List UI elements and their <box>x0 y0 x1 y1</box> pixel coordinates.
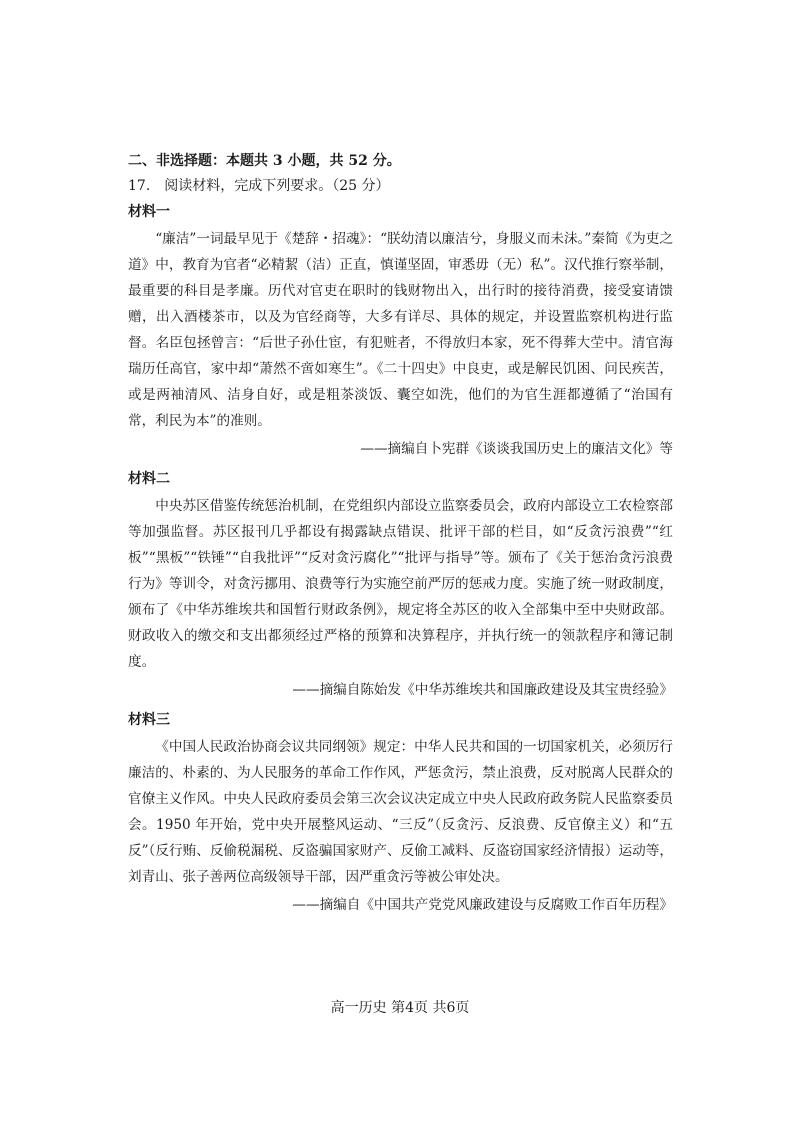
material-1 <box>128 201 673 462</box>
material-3-source: ——摘编自《中国共产党党风廉政建设与反腐败工作百年历程》 <box>292 897 673 913</box>
material-2 <box>128 468 673 703</box>
material-2-text: 中央苏区借鉴传统惩治机制，在党组织内部设立监察委员会，政府内部设立工农检察部等加强监督。苏区报刊几乎都设有揭露缺点错误、批评干部的栏目，如“反贪污浪费”“红板”“黑板”“铁锤”“自我批评”“反对贪污腐化”“批评与指导”等。颁布了《关于惩治贪污浪费行为》等训令，对贪污挪用、浪费等行为实施空前严厉的惩戒力度。实施了统一财政制度，颁布了《中华苏维埃共和国暂行财政条例》，规定将全苏区的收入全部集中至中央财政部。财政收入的缴交和支出都须经过严格的预算和决算程序，并执行统一的领款程序和簿记制度。 <box>128 498 673 670</box>
material-2-label: 材料二 <box>128 471 170 487</box>
question-17: 17. 阅读材料，完成下列要求。（25 分） <box>128 178 390 194</box>
material-1-source: ——摘编自卜宪群《谈谈我国历史上的廉洁文化》等 <box>360 441 673 457</box>
material-3-text: 《中国人民政治协商会议共同纲领》规定：中华人民共和国的一切国家机关，必须厉行廉洁的、朴素的、为人民服务的革命工作作风，严惩贪污，禁止浪费，反对脱离人民群众的官僚主义作风。中央人民政府委员会第三次会议决定成立中央人民政府政务院人民监察委员会。1950 年开始，党中央开展整风运动、“三反”（反贪污、反浪费、反官僚主义）和“五反”（反行贿、反偷税漏税、反盗骗国家财产、反偷工减料、反盗窃国家经济情报）运动等，刘青山、张子善两位高级领导干部，因严重贪污等被公审处决。 <box>128 739 673 885</box>
page-content <box>128 150 673 924</box>
material-1-label: 材料一 <box>128 204 170 220</box>
material-2-source: ——摘编自陈始发《中华苏维埃共和国廉政建设及其宝贵经验》 <box>292 682 673 698</box>
material-3-label: 材料三 <box>128 712 170 728</box>
page-footer: 高一历史 第4页 共6页 <box>330 1000 470 1016</box>
material-3 <box>128 709 673 918</box>
section-title: 二、非选择题：本题共 3 小题，共 52 分。 <box>128 153 401 169</box>
material-1-text: “廉洁”一词最早见于《楚辞・招魂》：“朕幼清以廉洁兮，身服义而未沬。”秦简《为吏之道》中，教育为官者“必精絜（洁）正直，慎谨坚固，审悉毋（无）私”。汉代推行察举制，最重要的科目是孝廉。历代对官吏在职时的钱财物出入，出行时的接待消费，接受宴请馈赠，出入酒楼茶市，以及为官经商等，大多有详尽、具体的规定，并设置监察机构进行监督。名臣包拯曾言：“后世子孙仕宦，有犯赃者，不得放归本家，死不得葬大茔中。清官海瑞历任高官，家中却“萧然不啻如寒生”。《二十四史》中良吏，或是解民饥困、问民疾苦，或是两袖清风、洁身自好，或是粗茶淡饭、囊空如洗，他们的为官生涯都遵循了“治国有常，利民为本”的准则。 <box>128 231 673 429</box>
